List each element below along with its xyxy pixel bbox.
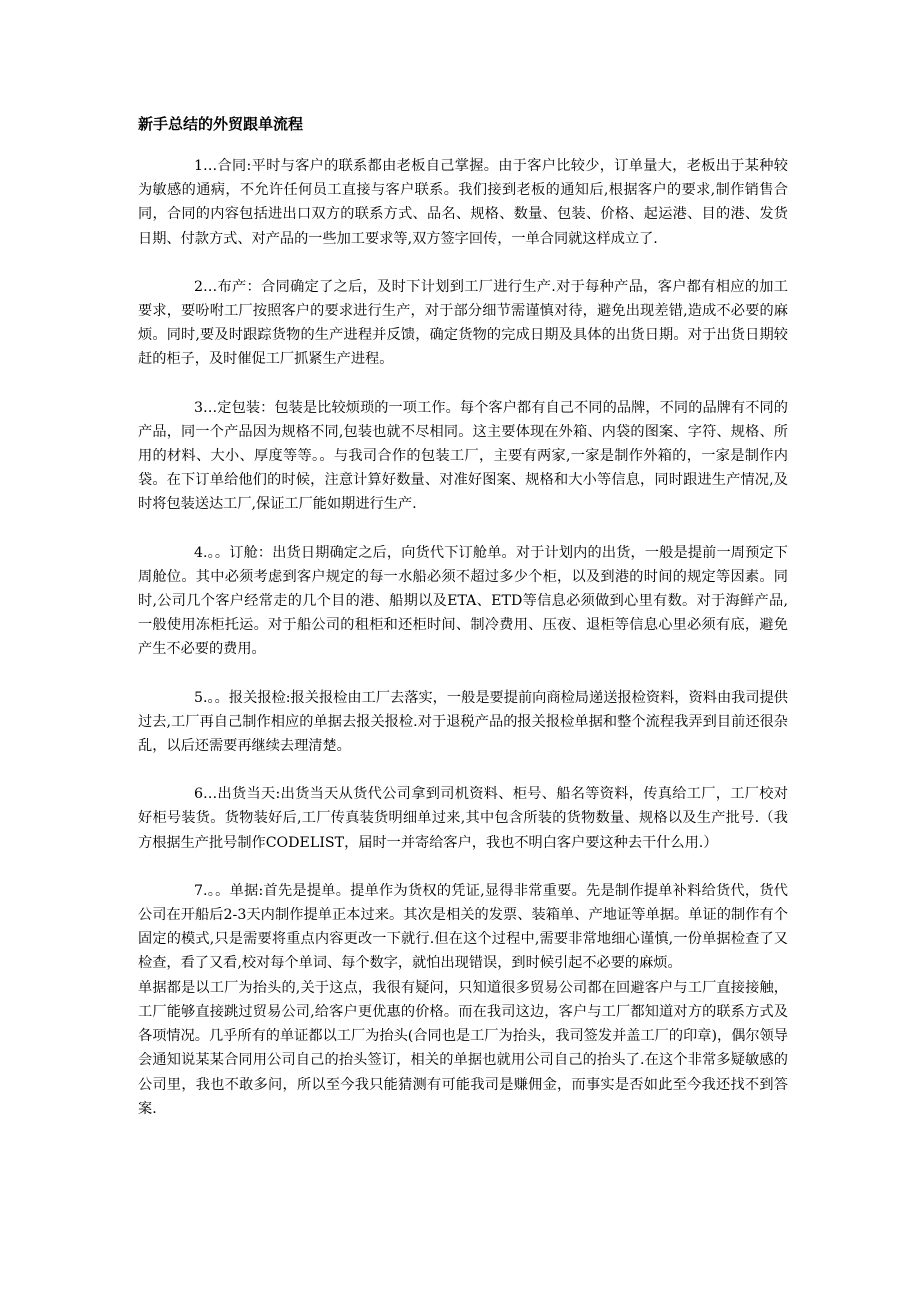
paragraph-customs: 5.。。报关报检:报关报检由工厂去落实，一般是要提前向商检局递送报检资料，资料由我司提供过去,工厂再自己制作相应的单据去报关报检.对于退税产品的报关报检单据和整个流程我弄到目前还很杂乱，以后还需要再继续去理清楚。 [138, 689, 788, 755]
paragraph-production: 2…布产：合同确定了之后，及时下计划到工厂进行生产.对于每种产品，客户都有相应的加工要求，要吩咐工厂按照客户的要求进行生产，对于部分细节需谨慎对待，避免出现差错,造成不必要的麻烦。同时,要及时跟踪货物的生产进程并反馈，确定货物的完成日期及具体的出货日期。对于出货日期较赶的柜子，及时催促工厂抓紧生产进程。 [138, 278, 788, 368]
paragraph-booking: 4.。。订舱：出货日期确定之后，向货代下订舱单。对于计划内的出货，一般是提前一周预定下周舱位。其中必须考虑到客户规定的每一水船必须不超过多少个柜，以及到港的时间的规定等因素。同时,公司几个客户经常走的几个目的港、船期以及ETA、ETD等信息必须做到心里有数。对于海鲜产品,一般使用冻柜托运。对于船公司的租柜和还柜时间、制冷费用、压夜、退柜等信息心里必须有底，避免产生不必要的费用。 [138, 544, 788, 658]
paragraph-contract: 1…合同:平时与客户的联系都由老板自己掌握。由于客户比较少，订单量大，老板出于某种较为敏感的通病，不允许任何员工直接与客户联系。我们接到老板的通知后,根据客户的要求,制作销售合同，合同的内容包括进出口双方的联系方式、品名、规格、数量、包装、价格、起运港、目的港、发货日期、付款方式、对产品的一些加工要求等,双方签字回传，一单合同就这样成立了. [138, 158, 788, 247]
paragraph-documents: 7.。。单据:首先是提单。提单作为货权的凭证,显得非常重要。先是制作提单补料给货代，货代公司在开船后2-3天内制作提单正本过来。其次是相关的发票、装箱单、产地证等单据。单证的制作有个固定的模式,只是需要将重点内容更改一下就行.但在这个过程中,需要非常地细心谨慎,一份单据检查了又检查，看了又看,校对每个单词、每个数字，就怕出现错误，到时候引起不必要的麻烦。 [138, 882, 788, 972]
document-page [138, 112, 788, 1121]
paragraph-shipping-day: 6…出货当天:出货当天从货代公司拿到司机资料、柜号、船名等资料，传真给工厂，工厂校对好柜号装货。货物装好后,工厂传真装货明细单过来,其中包含所装的货物数量、规格以及生产批号.（我方根据生产批号制作CODELIST，届时一并寄给客户，我也不明白客户要这种去干什么用.） [138, 786, 788, 851]
document-title: 新手总结的外贸跟单流程 [138, 115, 304, 133]
paragraph-closing: 单据都是以工厂为抬头的,关于这点，我很有疑问，只知道很多贸易公司都在回避客户与工厂直接接触，工厂能够直接跳过贸易公司,给客户更优惠的价格。而在我司这边，客户与工厂都知道对方的联系方式及各项情况。几乎所有的单证都以工厂为抬头(合同也是工厂为抬头，我司签发并盖工厂的印章)，偶尔领导会通知说某某合同用公司自己的抬头签订，相关的单据也就用公司自己的抬头了.在这个非常多疑敏感的公司里，我也不敢多问，所以至今我只能猜测有可能我司是赚佣金，而事实是否如此至今我还找不到答案. [138, 979, 788, 1117]
paragraph-packaging: 3…定包装：包装是比较烦琐的一项工作。每个客户都有自己不同的品牌，不同的品牌有不同的产品，同一个产品因为规格不同,包装也就不尽相同。这主要体现在外箱、内袋的图案、字符、规格、所用的材料、大小、厚度等等。。与我司合作的包装工厂，主要有两家,一家是制作外箱的，一家是制作内袋。在下订单给他们的时候，注意计算好数量、对准好图案、规格和大小等信息，同时跟进生产情况,及时将包装送达工厂,保证工厂能如期进行生产. [138, 399, 788, 513]
